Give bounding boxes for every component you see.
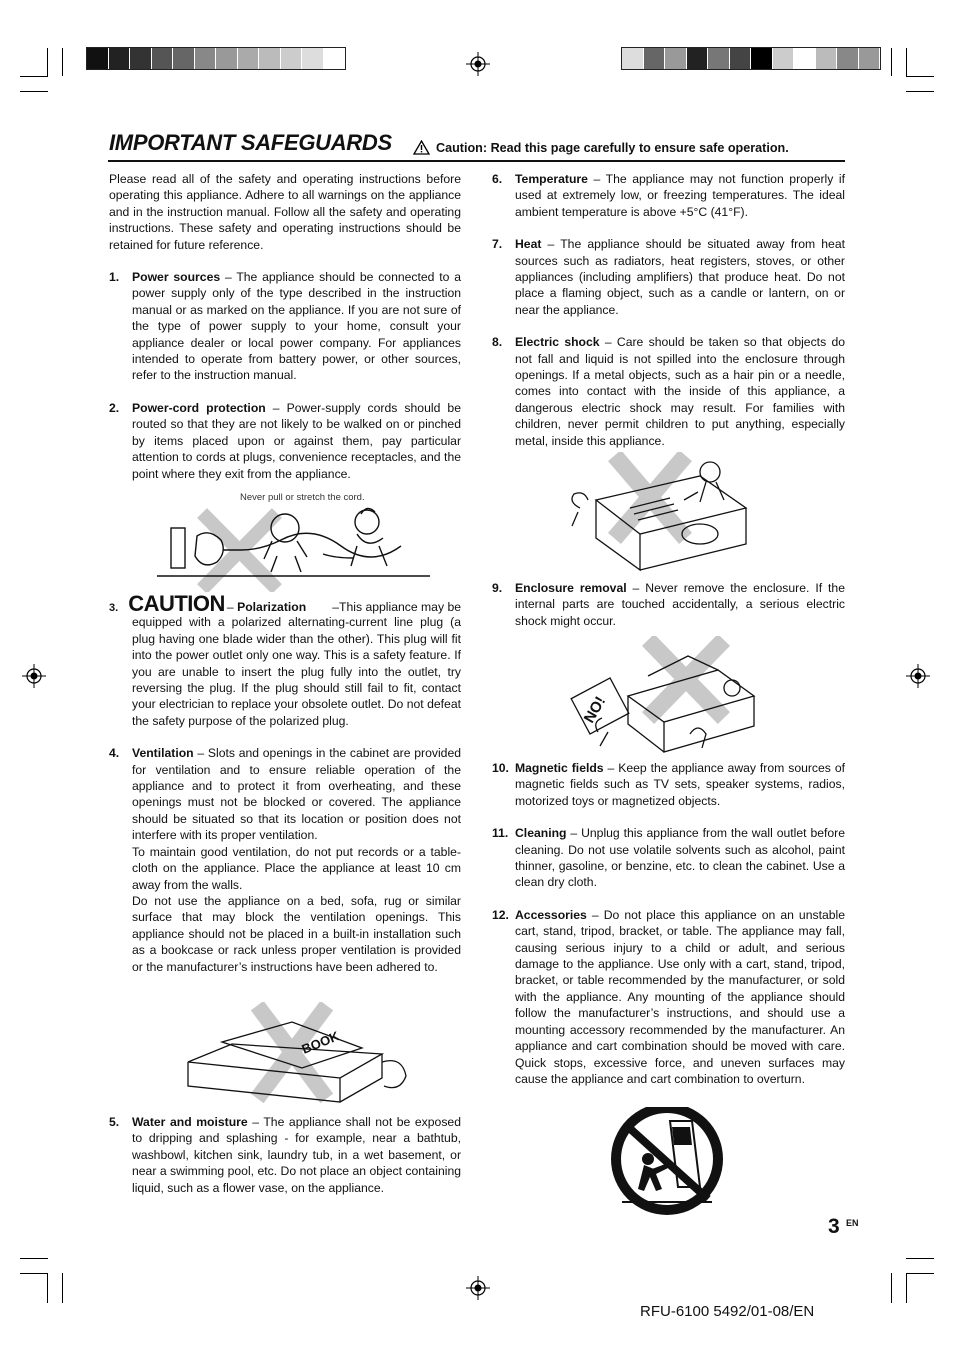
safeguard-item-5: 5. Water and moisture – The appliance shall not be exposed to dripping and splashing - for example, near a bathtub, washbowl, kitchen sink, laundry tub, in a wet basement, or near a swimming pool, etc. Do not place an object containing liquid, such as a flower vase, on the appliance. xyxy=(109,1115,461,1195)
safeguard-item-2: 2. Power-cord protection – Power-supply cords should be routed so that they are not likely to be walked on or pinched by items placed upon or against them, pay particular attention to cords at plugs, convenience receptacles, and the point where they exit from the appliance. xyxy=(109,400,461,481)
safeguard-item-10: 10. Magnetic fields – Keep the appliance away from sources of magnetic fields such as TV sets, speaker systems, radios, motorized toys or magnetized objects. xyxy=(492,761,845,808)
registration-mark-icon xyxy=(906,664,930,688)
safeguard-item-9-wrap xyxy=(492,580,845,629)
no-sign-label: NO! xyxy=(580,693,610,726)
cord-caption: Never pull or stretch the cord. xyxy=(240,492,365,503)
crop-mark xyxy=(906,1273,907,1303)
right-column-lower xyxy=(492,760,845,1087)
item-title: Temperature xyxy=(515,172,588,186)
intro-paragraph: Please read all of the safety and operating instructions before operating this appliance. Adhere to all warnings on the appliance and in the instruction manual. Follow all the safety and operating instructions. These safety and operating instructions should be retained for future reference. xyxy=(109,172,461,252)
right-column xyxy=(492,171,845,449)
document-code: RFU-6100 5492/01-08/EN xyxy=(640,1303,815,1320)
item-title: Electric shock xyxy=(515,335,600,350)
item-title: Cleaning xyxy=(515,826,567,841)
registration-mark-icon xyxy=(22,664,46,688)
crop-mark xyxy=(906,48,907,76)
crop-mark xyxy=(906,76,934,77)
crop-mark xyxy=(20,1273,48,1274)
item-title: Power sources xyxy=(132,270,221,285)
crop-mark xyxy=(62,48,63,76)
safeguard-item-8: 8. Electric shock – Care should be taken so that objects do not fall and liquid is not spilled into the enclosure through openings. If a metal objects, such as a hair pin or a needle, comes into contact with the inside of this appliance, a dangerous electric shock may result. For families with children, never permit children to put anything, especially metal, inside this appliance. xyxy=(492,335,846,448)
crop-mark xyxy=(20,91,48,92)
crop-mark xyxy=(47,1273,48,1303)
item-title: Heat xyxy=(515,237,542,252)
left-column xyxy=(109,171,461,482)
crop-mark xyxy=(891,48,892,76)
crop-mark xyxy=(891,1273,892,1303)
item-title: Water and moisture xyxy=(132,1115,248,1129)
registration-mark-icon xyxy=(466,1276,490,1300)
warning-triangle-icon xyxy=(413,140,430,155)
book-label: BOOK xyxy=(299,1028,342,1057)
crop-mark xyxy=(47,48,48,76)
safeguard-item-6: 6. Temperature – The appliance may not function properly if used at extremely low, or freezing temperatures. The ideal ambient temperature is above +5°C (41°F). xyxy=(492,172,845,219)
density-bar-right xyxy=(621,47,881,70)
crop-mark xyxy=(906,91,934,92)
safeguard-item-4: 4. Ventilation – Slots and openings in the cabinet are provided for ventilation and to ensure reliable operation of the appliance and to protect it from overheating, and these openings must not be blocked or covered. The appliance should be situated so that its location or position does not interfere with its proper ventilation. To maintain good ventilation, do not put records or a table-cloth on the appliance. Place the appliance at least 10 cm away from the walls. Do not use the appliance on a bed, sofa, rug or similar surface that may block the ventilation openings. This appliance should not be placed in a built-in installation such as a bookcase or rack unless proper ventilation is provided or the manufacturer’s instructions have been adhered to. xyxy=(109,746,461,974)
registration-mark-icon xyxy=(466,52,490,76)
density-bar-left xyxy=(86,47,346,70)
caution-header xyxy=(413,140,789,155)
crop-mark xyxy=(20,1258,48,1259)
item-title: Ventilation xyxy=(132,746,194,761)
item-title: Enclosure removal xyxy=(515,581,627,595)
item-title: Accessories xyxy=(515,907,587,922)
crop-mark xyxy=(62,1273,63,1303)
page-number: 3 xyxy=(828,1215,840,1238)
prohibited-cord-illustration xyxy=(157,506,432,592)
header-rule xyxy=(108,160,845,162)
crop-mark xyxy=(20,76,48,77)
item-title: Magnetic fields xyxy=(515,761,604,775)
cart-warning-symbol xyxy=(608,1107,728,1217)
prohibited-enclosure-illustration xyxy=(568,636,768,758)
safeguard-item-5-wrap xyxy=(109,1114,461,1196)
safeguard-item-7: 7. Heat – The appliance should be situated away from heat sources such as radiators, heat registers, stoves, or other appliances (including amplifiers) that produce heat. Do not place a flaming object, such as a candle or lantern, on or near the appliance. xyxy=(492,237,845,317)
prohibited-shock-illustration xyxy=(560,452,750,572)
prohibited-book-illustration xyxy=(182,1002,414,1106)
crop-mark xyxy=(906,1273,934,1274)
item-title: Power-cord protection xyxy=(132,400,266,415)
crop-mark xyxy=(906,1258,934,1259)
caution-header-text: Caution: Read this page carefully to ensure safe operation. xyxy=(436,140,789,155)
page-language: EN xyxy=(846,1218,859,1228)
safeguard-item-1: 1. Power sources – The appliance should be connected to a power supply only of the type described in the instruction manual or as marked on the appliance. If you are not sure of the type of power supply to your home, consult your appliance dealer or local power company. For appliances intended to operate from battery power, or other sources, refer to the instruction manual. xyxy=(109,270,461,383)
safeguard-item-12: 12. Accessories – Do not place this appliance on an unstable cart, stand, tripod, bracket, or table. The appliance may fall, causing serious injury to a child or adult, and serious damage to the appliance. Use only with a cart, stand, tripod, bracket, or table recommended by the manufacturer, or sold with the appliance. Any mounting of the appliance should follow the manufacturer’s instructions, and should use a mounting accessory recommended by the manufacturer. An appliance and cart combination should be moved with care. Quick stops, excessive force, and uneven surfaces may cause the appliance and cart combination to overturn. xyxy=(492,907,845,1086)
safeguard-item-3: 3. CAUTION – Polarization –This appliance may be equipped with a polarized alternating-current line plug (a plug having one blade wider than the other). This plug will fit into the power outlet only one way. This is a safety feature. If you are unable to insert the plug fully into the outlet, try reversing the plug. If the plug should still fail to fit, contact your electrician to replace your obsolete outlet. Do not defeat the safety purpose of the polarized plug. 4. Ventilation – Slots and openings in the cabinet are provided for ventilation and to ensure reliable operation of the appliance and to protect it from overheating, and these openings must not be blocked or covered. The appliance should be situated so that its location or position does not interfere with its proper ventilation. To maintain good ventilation, do not put records or a table-cloth on the appliance. Place the appliance at least 10 cm away from the walls. Do not use the appliance on a bed, sofa, rug or similar surface that may block the ventilation openings. This appliance should not be placed in a built-in installation such as a bookcase or rack unless proper ventilation is provided or the manufacturer’s instructions have been adhered to. xyxy=(109,591,461,974)
safeguard-item-9: 9. Enclosure removal – Never remove the enclosure. If the internal parts are touched accidentally, a serious electric shock might occur. xyxy=(492,581,845,628)
page-title: IMPORTANT SAFEGUARDS xyxy=(109,130,392,155)
caution-label: CAUTION xyxy=(128,591,225,616)
safeguard-item-11: 11. Cleaning – Unplug this appliance from the wall outlet before cleaning. Do not use volatile solvents such as alcohol, paint thinner, gasoline, or benzine, etc. to clean the cabinet. Use a clean dry cloth. xyxy=(492,826,845,890)
item-title: Polarization xyxy=(237,600,307,614)
